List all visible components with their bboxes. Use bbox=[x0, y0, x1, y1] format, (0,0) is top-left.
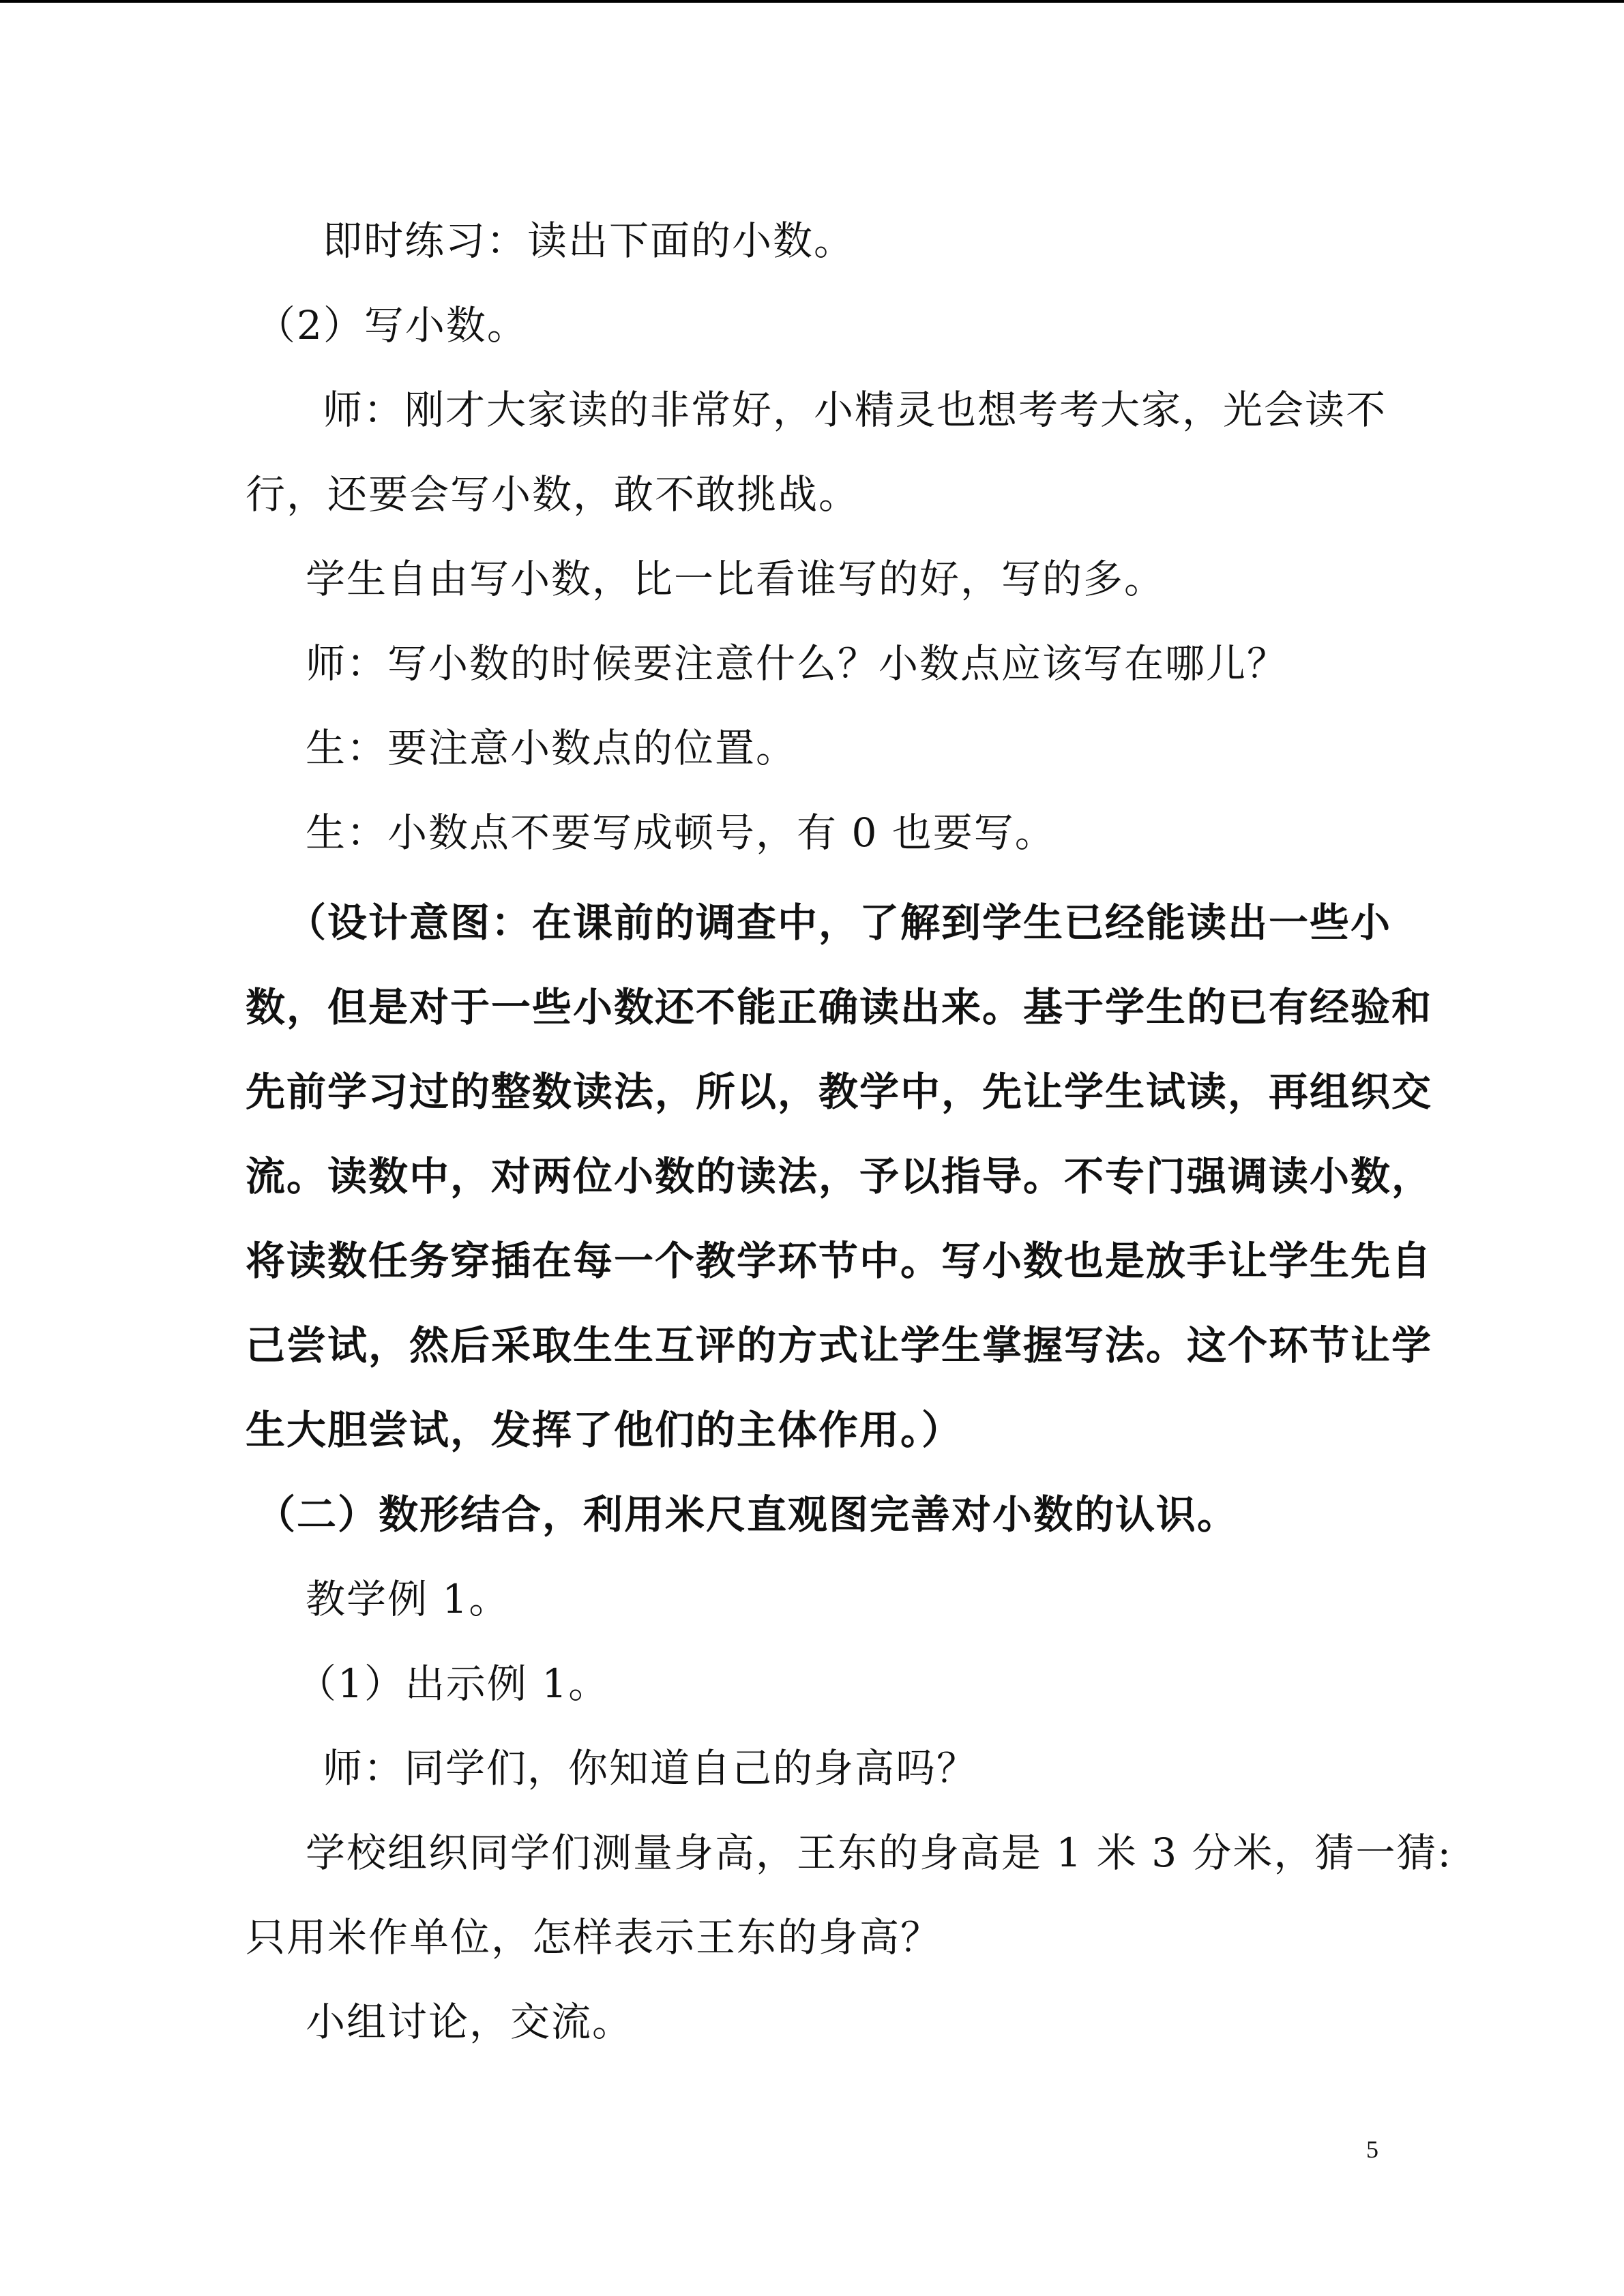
design-intent-line-1: （设计意图：在课前的调查中，了解到学生已经能读出一些小 bbox=[286, 899, 1392, 946]
design-intent-line-5: 将读数任务穿插在每一个教学环节中。写小数也是放手让学生先自 bbox=[246, 1238, 1433, 1284]
show-example-1: （1）出示例 1。 bbox=[297, 1660, 610, 1707]
teaching-example-1: 教学例 1。 bbox=[306, 1576, 510, 1622]
teacher-height-question: 师：同学们，你知道自己的身高吗？ bbox=[323, 1745, 978, 1791]
student-activity: 学生自由写小数，比一比看谁写的好，写的多。 bbox=[306, 556, 1166, 602]
design-intent-line-4: 流。读数中，对两位小数的读法，予以指导。不专门强调读小数， bbox=[246, 1153, 1433, 1199]
group-discussion: 小组讨论，交流。 bbox=[306, 1999, 634, 2045]
design-intent-line-6: 己尝试，然后采取生生互评的方式让学生掌握写法。这个环节让学 bbox=[246, 1322, 1433, 1369]
student-answer-2: 生：小数点不要写成顿号，有 0 也要写。 bbox=[306, 809, 1056, 856]
height-problem-line-1: 学校组织同学们测量身高，王东的身高是 1 米 3 分米，猜一猜: bbox=[306, 1830, 1453, 1876]
section-heading-number-shape: （二）数形结合，利用米尺直观图完善对小数的认识。 bbox=[256, 1491, 1239, 1538]
teacher-line-1: 师：刚才大家读的非常好，小精灵也想考考大家，光会读不 bbox=[323, 387, 1387, 433]
height-problem-line-2: 只用米作单位，怎样表示王东的身高？ bbox=[246, 1914, 942, 1960]
student-answer-1: 生：要注意小数点的位置。 bbox=[306, 725, 797, 771]
section-heading-write-decimals: （2）写小数。 bbox=[256, 302, 528, 348]
teacher-question: 师：写小数的时候要注意什么？小数点应该写在哪儿？ bbox=[306, 640, 1288, 687]
top-border-line bbox=[0, 0, 1624, 3]
page-number: 5 bbox=[1366, 2136, 1378, 2163]
design-intent-line-3: 先前学习过的整数读法，所以，教学中，先让学生试读，再组织交 bbox=[246, 1069, 1433, 1115]
design-intent-line-2: 数，但是对于一些小数还不能正确读出来。基于学生的已有经验和 bbox=[246, 984, 1433, 1030]
teacher-line-1-continued: 行，还要会写小数，敢不敢挑战。 bbox=[246, 471, 860, 518]
practice-instruction: 即时练习：读出下面的小数。 bbox=[323, 218, 855, 264]
design-intent-line-7: 生大胆尝试，发挥了他们的主体作用。） bbox=[246, 1407, 963, 1453]
